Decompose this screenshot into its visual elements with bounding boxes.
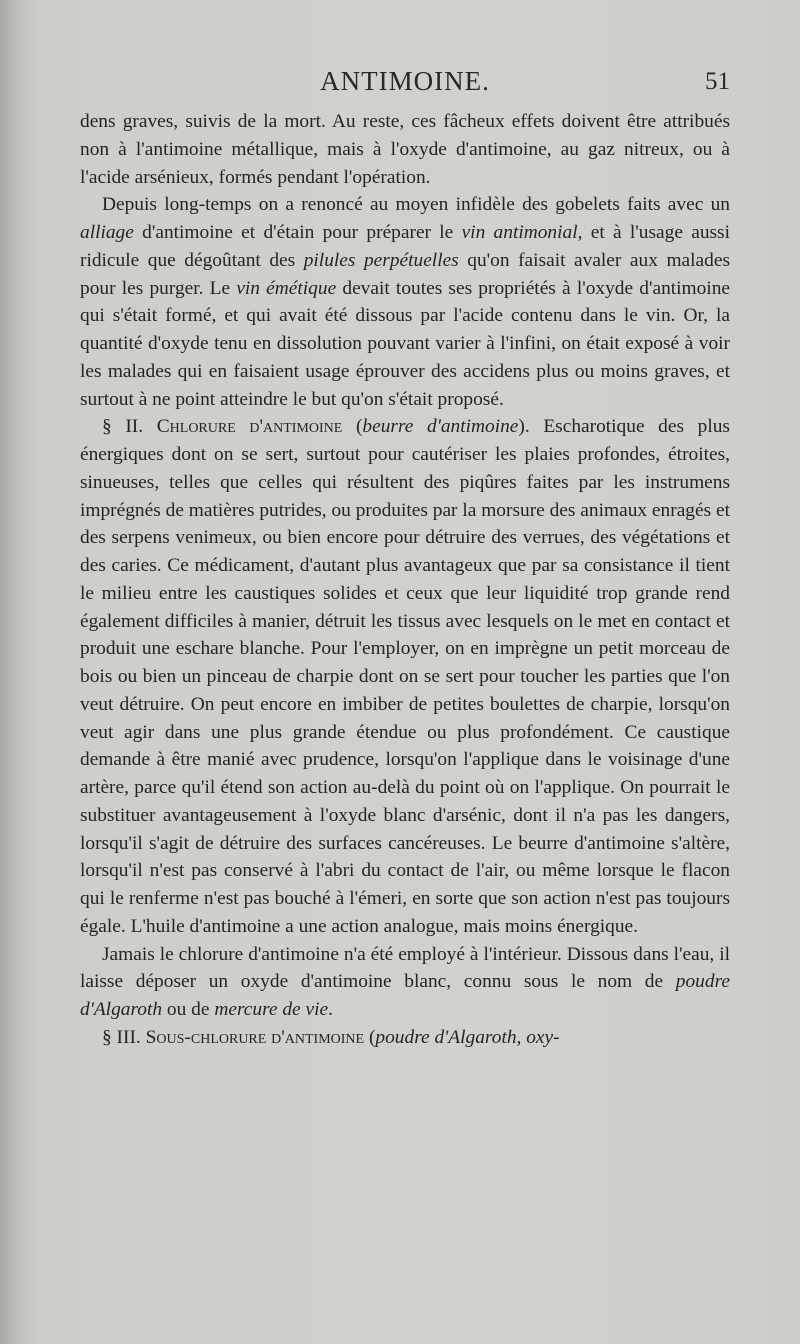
p3-text-2: ). Escharotique des plus énergiques dont on se sert, surtout pour cautériser les plaies profondes, étroites, sinueuses, telles que celles qui résultent des piqûres faites par les instrumens imprégnés de matières putrides, ou produites par la morsure des animaux enragés et des serpens venimeux, ou bien encore pour détruire des verrues, des végétations et des caries. Ce médicament, d'autant plus avantageux que par sa consistance il tient le milieu entre les caustiques solides et ceux que leur liquidité trop grande rend également difficiles à manier, détruit les tissus avec lesquels on le met en contact et produit une eschare blanche. Pour l'employer, on en imprègne un petit morceau de bois ou bien un pinceau de charpie dont on se sert pour toucher les parties que l'on veut détruire. On peut encore en imbiber de petites boulettes de charpie, lorsqu'on veut agir dans une plus grande étendue ou plus profondément. Ce caustique demande à être manié avec prudence, lorsqu'on l'applique dans le voisinage d'une artère, parce qu'il étend son action au-delà du point où on l'applique. On pourrait le substituer avantageusement à l'oxyde blanc d'arsénic, dont il n'a pas les dangers, lorsqu'il s'agit de détruire des surfaces cancéreuses. Le beurre d'antimoine s'altère, lorsqu'il n'est pas conservé à l'abri du contact de l'air, ou même lorsque le flacon qui le renferme n'est pas bouché à l'émeri, en sorte que son action n'est pas toujours égale. L'huile d'antimoine a une action analogue, mais moins énergique. — [80, 416, 730, 937]
p5-italic-poudre: poudre d'Algaroth, oxy- — [375, 1026, 560, 1048]
p3-italic-beurre: beurre d'antimoine — [362, 416, 519, 438]
p2-italic-alliage: alliage — [80, 222, 134, 243]
p2-text-4: qu'on faisait avaler aux malades pour les purger. Le — [80, 249, 730, 299]
p2-italic-vin-emetique: vin émétique — [236, 277, 337, 299]
p4-text-3: . — [328, 999, 333, 1020]
p2-text-5: devait toutes ses propriétés à l'oxyde d'antimoine qui s'était formé, et qui avait été dissous par l'acide contenu dans le vin. Or, la quantité d'oxyde tenu en dissolution pouvant varier à l'infini, on était exposé à voir les malades qui en faisaient usage éprouver des accidens plus ou moins graves, et surtout à ne point atteindre le but qu'on s'était proposé. — [80, 277, 731, 410]
p2-text-3: , et à l'usage aussi ridicule que dégoûtant des — [80, 222, 730, 271]
running-title: ANTIMOINE. — [320, 66, 490, 96]
paragraph-5 — [80, 1024, 730, 1052]
body-text — [80, 108, 730, 1052]
paragraph-4 — [80, 941, 730, 1024]
section-3-heading: Sous-chlorure d'antimoine — [145, 1026, 365, 1048]
p5-text-1: ( — [364, 1026, 376, 1048]
p4-text-2: ou de — [162, 999, 215, 1020]
p3-text-1: ( — [342, 416, 363, 438]
paragraph-2 — [80, 191, 730, 413]
p2-text-2: d'antimoine et d'étain pour préparer le — [133, 222, 462, 243]
paragraph-1 — [80, 108, 730, 191]
p2-italic-pilules: pilules perpétuelles — [303, 249, 459, 271]
page-number: 51 — [705, 68, 730, 95]
p4-italic-poudre: poudre d'Algaroth — [80, 971, 730, 1020]
page-header — [80, 66, 730, 106]
p2-italic-vin-antimonial: vin antimonial — [461, 222, 578, 243]
paragraph-1-text: dens graves, suivis de la mort. Au reste, ces fâcheux effets doivent être attribués non à l'antimoine métallique, mais à l'oxyde d'antimoine, au gaz nitreux, ou à l'acide arsénieux, formés pendant l'opération. — [80, 111, 730, 188]
p4-text-1: Jamais le chlorure d'antimoine n'a été employé à l'intérieur. Dissous dans l'eau, il laisse déposer un oxyde d'antimoine blanc, connu sous le nom de — [80, 943, 730, 993]
section-2-heading: Chlorure d'antimoine — [156, 416, 343, 438]
section-2-number: § II. — [102, 416, 157, 438]
paragraph-3 — [80, 413, 730, 940]
p2-text-1: Depuis long-temps on a renoncé au moyen infidèle des gobelets faits avec un — [102, 194, 730, 216]
section-3-number: § III. — [102, 1026, 146, 1048]
p4-italic-mercure: mercure de vie — [214, 999, 329, 1020]
